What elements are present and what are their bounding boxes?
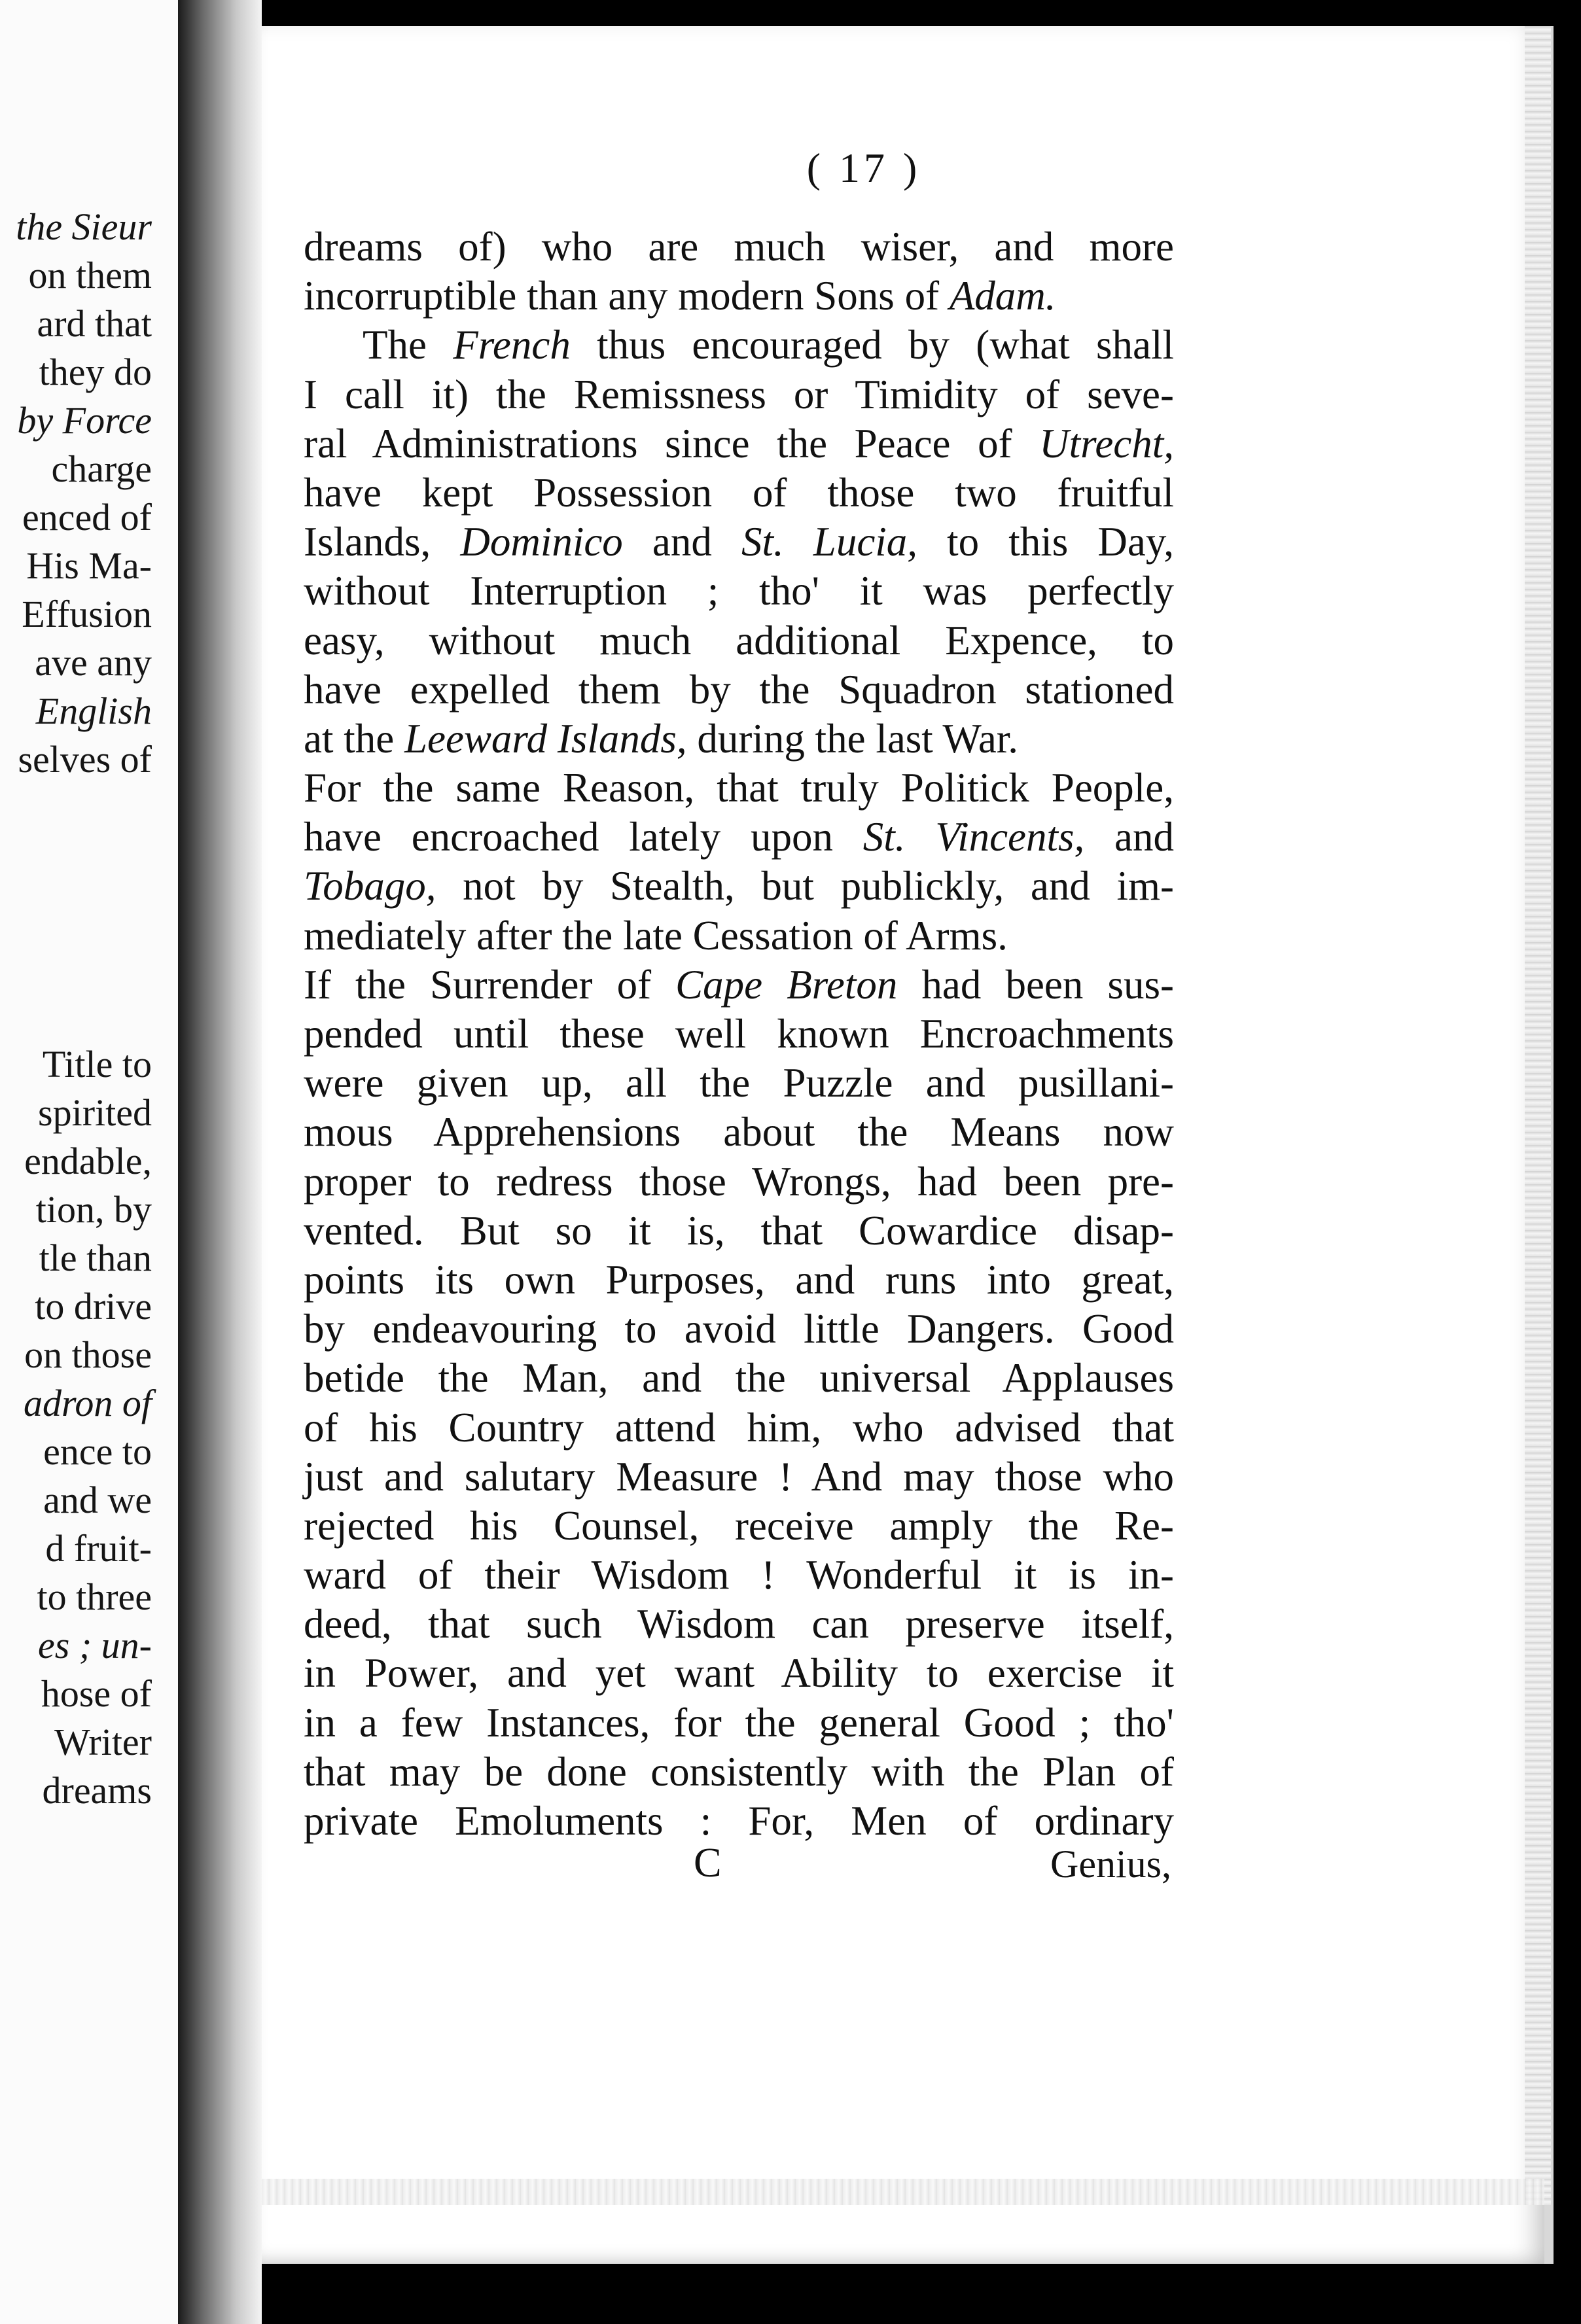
book-page (262, 26, 1554, 2264)
page-bottom-edge (262, 2179, 1544, 2205)
page-fore-edge (1525, 26, 1551, 2205)
left-page-line: ence to (43, 1430, 152, 1473)
text-line: Islands, Dominico and St. Lucia, to this Day, (304, 519, 1174, 565)
text-line: ral Administrations since the Peace of Utrecht, (304, 420, 1174, 467)
text-line: For the same Reason, that truly Politick People, (304, 765, 1174, 811)
text-line: I call it) the Remissness or Timidity of seve- (304, 371, 1174, 417)
left-page-line: hose of (41, 1672, 152, 1715)
text-line: dreams of) who are much wiser, and more (304, 224, 1174, 270)
left-page-line: by Force (17, 399, 152, 442)
left-page-line: the Sieur (16, 205, 152, 248)
left-page-line: adron of (23, 1382, 152, 1424)
text-line: were given up, all the Puzzle and pusillani- (304, 1060, 1174, 1106)
left-page-line: ard that (37, 302, 152, 345)
previous-page-fragment (0, 0, 178, 2324)
left-page-line: charge (51, 448, 152, 490)
left-page-line: enced of (22, 496, 152, 538)
left-page-line: ave any (35, 641, 152, 684)
left-page-line: they do (39, 351, 152, 393)
left-page-line: His Ma- (26, 544, 152, 587)
text-line: have encroached lately upon St. Vincents, and (304, 814, 1174, 860)
text-line: that may be done consistently with the Plan of (304, 1748, 1174, 1795)
text-line: betide the Man, and the universal Applauses (304, 1355, 1174, 1401)
text-line: vented. But so it is, that Cowardice disap- (304, 1207, 1174, 1254)
text-line: easy, without much additional Expence, to (304, 617, 1174, 663)
text-line: incorruptible than any modern Sons of Adam. (304, 273, 1056, 319)
text-line: private Emoluments : For, Men of ordinary (304, 1798, 1174, 1844)
text-line: deed, that such Wisdom can preserve itself, (304, 1601, 1174, 1647)
text-line: have kept Possession of those two fruitful (304, 469, 1174, 516)
left-page-line: tion, by (35, 1188, 152, 1231)
left-page-line: Effusion (22, 593, 152, 635)
left-page-line: English (35, 690, 152, 732)
left-page-line: to drive (35, 1285, 152, 1328)
text-line: without Interruption ; tho' it was perfectly (304, 568, 1174, 614)
left-page-line: to three (37, 1576, 152, 1618)
left-page-line: endable, (24, 1140, 152, 1182)
text-line: by endeavouring to avoid little Dangers. Good (304, 1306, 1174, 1352)
text-line: just and salutary Measure ! And may those who (304, 1453, 1174, 1500)
text-line: pended until these well known Encroachments (304, 1011, 1174, 1057)
left-page-line: spirited (38, 1091, 152, 1134)
book-gutter (178, 0, 262, 2324)
left-page-line: on those (24, 1333, 152, 1376)
signature-mark: C (694, 1839, 722, 1886)
text-line: points its own Purposes, and runs into great, (304, 1256, 1174, 1303)
left-page-line: and we (43, 1479, 152, 1521)
text-line: mous Apprehensions about the Means now (304, 1109, 1174, 1155)
text-line: rejected his Counsel, receive amply the Re- (304, 1502, 1174, 1549)
text-line: in a few Instances, for the general Good ; tho' (304, 1699, 1174, 1746)
text-line: of his Country attend him, who advised that (304, 1404, 1174, 1451)
text-line: Tobago, not by Stealth, but publickly, and im- (304, 863, 1174, 909)
catchword: Genius, (1050, 1842, 1171, 1886)
text-line: proper to redress those Wrongs, had been pre- (304, 1158, 1174, 1205)
text-line: at the Leeward Islands, during the last War. (304, 715, 1019, 762)
left-page-line: on them (28, 254, 152, 296)
text-line: ward of their Wisdom ! Wonderful it is in- (304, 1552, 1174, 1598)
text-line: The French thus encouraged by (what shall (363, 322, 1174, 368)
left-page-line: Title to (42, 1043, 152, 1085)
text-line: in Power, and yet want Ability to exercise it (304, 1650, 1174, 1697)
left-page-line: dreams (42, 1769, 152, 1812)
text-line: mediately after the late Cessation of Arms. (304, 912, 1008, 959)
left-page-line: selves of (18, 738, 152, 781)
text-line: have expelled them by the Squadron stationed (304, 666, 1174, 713)
left-page-line: Writer (54, 1721, 152, 1763)
page-number: ( 17 ) (806, 145, 921, 191)
left-page-line: tle than (39, 1237, 152, 1279)
left-page-line: es ; un- (38, 1624, 152, 1666)
text-line: If the Surrender of Cape Breton had been sus- (304, 961, 1174, 1008)
body-text (304, 222, 1174, 1846)
left-page-line: d fruit- (45, 1527, 152, 1570)
